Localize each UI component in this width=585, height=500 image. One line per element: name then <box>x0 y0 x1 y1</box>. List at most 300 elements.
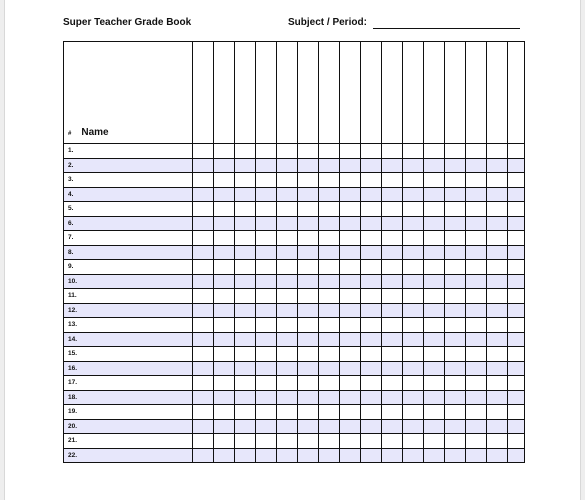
grade-cell[interactable] <box>361 245 382 260</box>
student-name-cell[interactable] <box>64 332 193 347</box>
grade-cell[interactable] <box>487 274 508 289</box>
grade-cell[interactable] <box>340 347 361 362</box>
grade-cell[interactable] <box>382 361 403 376</box>
grade-cell[interactable] <box>319 390 340 405</box>
grade-cell[interactable] <box>319 289 340 304</box>
student-name-cell[interactable] <box>64 361 193 376</box>
grade-cell[interactable] <box>424 216 445 231</box>
grade-cell[interactable] <box>235 347 256 362</box>
grade-cell[interactable] <box>214 173 235 188</box>
student-name-cell[interactable] <box>64 289 193 304</box>
grade-cell[interactable] <box>235 260 256 275</box>
grade-cell[interactable] <box>193 390 214 405</box>
grade-cell[interactable] <box>235 419 256 434</box>
grade-cell[interactable] <box>340 245 361 260</box>
grade-cell[interactable] <box>508 187 525 202</box>
grade-cell[interactable] <box>277 216 298 231</box>
grade-cell[interactable] <box>403 245 424 260</box>
grade-cell[interactable] <box>214 245 235 260</box>
grade-cell[interactable] <box>235 448 256 463</box>
grade-cell[interactable] <box>214 274 235 289</box>
grade-cell[interactable] <box>340 318 361 333</box>
grade-cell[interactable] <box>298 158 319 173</box>
grade-cell[interactable] <box>214 303 235 318</box>
grade-cell[interactable] <box>277 303 298 318</box>
grade-cell[interactable] <box>214 144 235 159</box>
grade-cell[interactable] <box>508 216 525 231</box>
grade-cell[interactable] <box>466 361 487 376</box>
grade-cell[interactable] <box>361 303 382 318</box>
grade-cell[interactable] <box>361 434 382 449</box>
grade-cell[interactable] <box>193 144 214 159</box>
student-name-cell[interactable] <box>64 231 193 246</box>
grade-cell[interactable] <box>445 202 466 217</box>
grade-cell[interactable] <box>403 158 424 173</box>
grade-cell[interactable] <box>487 144 508 159</box>
grade-cell[interactable] <box>424 434 445 449</box>
student-name-cell[interactable] <box>64 448 193 463</box>
grade-cell[interactable] <box>487 187 508 202</box>
grade-cell[interactable] <box>487 216 508 231</box>
grade-cell[interactable] <box>298 405 319 420</box>
grade-cell[interactable] <box>340 274 361 289</box>
student-name-cell[interactable] <box>64 390 193 405</box>
grade-cell[interactable] <box>445 332 466 347</box>
grade-cell[interactable] <box>319 318 340 333</box>
grade-cell[interactable] <box>361 187 382 202</box>
grade-cell[interactable] <box>340 361 361 376</box>
grade-cell[interactable] <box>340 289 361 304</box>
grade-cell[interactable] <box>235 173 256 188</box>
grade-cell[interactable] <box>403 390 424 405</box>
grade-cell[interactable] <box>214 419 235 434</box>
grade-cell[interactable] <box>319 405 340 420</box>
student-name-cell[interactable] <box>64 144 193 159</box>
grade-cell[interactable] <box>214 187 235 202</box>
grade-cell[interactable] <box>214 260 235 275</box>
grade-cell[interactable] <box>214 390 235 405</box>
grade-cell[interactable] <box>466 448 487 463</box>
grade-cell[interactable] <box>361 390 382 405</box>
grade-cell[interactable] <box>256 332 277 347</box>
grade-cell[interactable] <box>298 289 319 304</box>
grade-cell[interactable] <box>214 158 235 173</box>
grade-cell[interactable] <box>193 361 214 376</box>
grade-cell[interactable] <box>319 260 340 275</box>
grade-cell[interactable] <box>319 448 340 463</box>
grade-cell[interactable] <box>466 245 487 260</box>
grade-cell[interactable] <box>445 303 466 318</box>
grade-cell[interactable] <box>508 419 525 434</box>
grade-cell[interactable] <box>193 158 214 173</box>
grade-cell[interactable] <box>256 318 277 333</box>
grade-cell[interactable] <box>214 434 235 449</box>
grade-cell[interactable] <box>361 274 382 289</box>
grade-cell[interactable] <box>508 405 525 420</box>
grade-cell[interactable] <box>382 318 403 333</box>
grade-cell[interactable] <box>235 274 256 289</box>
grade-cell[interactable] <box>508 260 525 275</box>
grade-cell[interactable] <box>277 173 298 188</box>
grade-cell[interactable] <box>403 448 424 463</box>
grade-cell[interactable] <box>298 231 319 246</box>
grade-cell[interactable] <box>508 376 525 391</box>
grade-cell[interactable] <box>445 216 466 231</box>
grade-cell[interactable] <box>403 419 424 434</box>
grade-cell[interactable] <box>403 303 424 318</box>
grade-cell[interactable] <box>277 187 298 202</box>
grade-cell[interactable] <box>487 173 508 188</box>
grade-cell[interactable] <box>361 158 382 173</box>
grade-cell[interactable] <box>256 245 277 260</box>
grade-cell[interactable] <box>382 216 403 231</box>
grade-cell[interactable] <box>487 448 508 463</box>
grade-cell[interactable] <box>193 187 214 202</box>
grade-cell[interactable] <box>361 216 382 231</box>
assignment-header-cell[interactable] <box>403 42 424 144</box>
grade-cell[interactable] <box>382 158 403 173</box>
assignment-header-cell[interactable] <box>277 42 298 144</box>
grade-cell[interactable] <box>487 231 508 246</box>
grade-cell[interactable] <box>382 303 403 318</box>
grade-cell[interactable] <box>214 361 235 376</box>
grade-cell[interactable] <box>319 158 340 173</box>
grade-cell[interactable] <box>403 289 424 304</box>
grade-cell[interactable] <box>403 405 424 420</box>
grade-cell[interactable] <box>235 289 256 304</box>
grade-cell[interactable] <box>193 173 214 188</box>
grade-cell[interactable] <box>424 144 445 159</box>
grade-cell[interactable] <box>340 216 361 231</box>
student-name-cell[interactable] <box>64 434 193 449</box>
grade-cell[interactable] <box>277 245 298 260</box>
grade-cell[interactable] <box>298 332 319 347</box>
grade-cell[interactable] <box>193 274 214 289</box>
grade-cell[interactable] <box>445 260 466 275</box>
grade-cell[interactable] <box>214 448 235 463</box>
grade-cell[interactable] <box>487 419 508 434</box>
student-name-cell[interactable] <box>64 419 193 434</box>
assignment-header-cell[interactable] <box>466 42 487 144</box>
grade-cell[interactable] <box>235 158 256 173</box>
grade-cell[interactable] <box>277 376 298 391</box>
grade-cell[interactable] <box>193 216 214 231</box>
grade-cell[interactable] <box>298 216 319 231</box>
grade-cell[interactable] <box>256 187 277 202</box>
grade-cell[interactable] <box>445 318 466 333</box>
grade-cell[interactable] <box>340 202 361 217</box>
grade-cell[interactable] <box>487 245 508 260</box>
grade-cell[interactable] <box>361 419 382 434</box>
student-name-cell[interactable] <box>64 158 193 173</box>
grade-cell[interactable] <box>277 289 298 304</box>
grade-cell[interactable] <box>298 318 319 333</box>
grade-cell[interactable] <box>361 260 382 275</box>
grade-cell[interactable] <box>298 173 319 188</box>
grade-cell[interactable] <box>403 318 424 333</box>
grade-cell[interactable] <box>487 405 508 420</box>
grade-cell[interactable] <box>382 347 403 362</box>
grade-cell[interactable] <box>319 274 340 289</box>
grade-cell[interactable] <box>508 332 525 347</box>
grade-cell[interactable] <box>466 202 487 217</box>
grade-cell[interactable] <box>298 376 319 391</box>
grade-cell[interactable] <box>403 231 424 246</box>
grade-cell[interactable] <box>319 419 340 434</box>
grade-cell[interactable] <box>235 332 256 347</box>
grade-cell[interactable] <box>256 289 277 304</box>
grade-cell[interactable] <box>403 173 424 188</box>
grade-cell[interactable] <box>445 361 466 376</box>
grade-cell[interactable] <box>319 347 340 362</box>
grade-cell[interactable] <box>256 274 277 289</box>
grade-cell[interactable] <box>466 332 487 347</box>
grade-cell[interactable] <box>487 289 508 304</box>
grade-cell[interactable] <box>298 144 319 159</box>
grade-cell[interactable] <box>193 448 214 463</box>
grade-cell[interactable] <box>382 434 403 449</box>
grade-cell[interactable] <box>340 376 361 391</box>
grade-cell[interactable] <box>382 332 403 347</box>
grade-cell[interactable] <box>277 405 298 420</box>
grade-cell[interactable] <box>193 202 214 217</box>
grade-cell[interactable] <box>403 332 424 347</box>
grade-cell[interactable] <box>235 303 256 318</box>
grade-cell[interactable] <box>445 419 466 434</box>
grade-cell[interactable] <box>424 390 445 405</box>
grade-cell[interactable] <box>508 318 525 333</box>
grade-cell[interactable] <box>256 419 277 434</box>
grade-cell[interactable] <box>340 434 361 449</box>
grade-cell[interactable] <box>403 144 424 159</box>
grade-cell[interactable] <box>361 173 382 188</box>
grade-cell[interactable] <box>340 448 361 463</box>
grade-cell[interactable] <box>277 448 298 463</box>
grade-cell[interactable] <box>487 260 508 275</box>
grade-cell[interactable] <box>193 347 214 362</box>
grade-cell[interactable] <box>298 260 319 275</box>
assignment-header-cell[interactable] <box>424 42 445 144</box>
grade-cell[interactable] <box>466 303 487 318</box>
grade-cell[interactable] <box>445 434 466 449</box>
grade-cell[interactable] <box>403 274 424 289</box>
grade-cell[interactable] <box>235 231 256 246</box>
grade-cell[interactable] <box>445 448 466 463</box>
grade-cell[interactable] <box>361 289 382 304</box>
grade-cell[interactable] <box>277 158 298 173</box>
grade-cell[interactable] <box>466 318 487 333</box>
grade-cell[interactable] <box>361 347 382 362</box>
grade-cell[interactable] <box>235 390 256 405</box>
grade-cell[interactable] <box>277 231 298 246</box>
grade-cell[interactable] <box>445 405 466 420</box>
grade-cell[interactable] <box>319 144 340 159</box>
student-name-cell[interactable] <box>64 202 193 217</box>
grade-cell[interactable] <box>256 434 277 449</box>
grade-cell[interactable] <box>193 318 214 333</box>
grade-cell[interactable] <box>466 231 487 246</box>
grade-cell[interactable] <box>193 303 214 318</box>
student-name-cell[interactable] <box>64 187 193 202</box>
grade-cell[interactable] <box>256 202 277 217</box>
grade-cell[interactable] <box>319 245 340 260</box>
grade-cell[interactable] <box>361 318 382 333</box>
assignment-header-cell[interactable] <box>319 42 340 144</box>
grade-cell[interactable] <box>508 202 525 217</box>
grade-cell[interactable] <box>256 260 277 275</box>
grade-cell[interactable] <box>298 303 319 318</box>
grade-cell[interactable] <box>424 303 445 318</box>
student-name-cell[interactable] <box>64 260 193 275</box>
grade-cell[interactable] <box>487 376 508 391</box>
grade-cell[interactable] <box>277 260 298 275</box>
assignment-header-cell[interactable] <box>445 42 466 144</box>
grade-cell[interactable] <box>319 434 340 449</box>
grade-cell[interactable] <box>319 231 340 246</box>
grade-cell[interactable] <box>445 274 466 289</box>
grade-cell[interactable] <box>424 158 445 173</box>
grade-cell[interactable] <box>340 144 361 159</box>
grade-cell[interactable] <box>382 376 403 391</box>
grade-cell[interactable] <box>424 289 445 304</box>
assignment-header-cell[interactable] <box>193 42 214 144</box>
grade-cell[interactable] <box>424 376 445 391</box>
grade-cell[interactable] <box>340 419 361 434</box>
assignment-header-cell[interactable] <box>214 42 235 144</box>
grade-cell[interactable] <box>277 419 298 434</box>
grade-cell[interactable] <box>235 376 256 391</box>
grade-cell[interactable] <box>277 274 298 289</box>
grade-cell[interactable] <box>277 202 298 217</box>
grade-cell[interactable] <box>340 390 361 405</box>
grade-cell[interactable] <box>256 347 277 362</box>
grade-cell[interactable] <box>445 390 466 405</box>
grade-cell[interactable] <box>277 144 298 159</box>
grade-cell[interactable] <box>235 245 256 260</box>
grade-cell[interactable] <box>361 231 382 246</box>
grade-cell[interactable] <box>466 144 487 159</box>
grade-cell[interactable] <box>214 289 235 304</box>
grade-cell[interactable] <box>361 144 382 159</box>
grade-cell[interactable] <box>445 158 466 173</box>
assignment-header-cell[interactable] <box>508 42 525 144</box>
grade-cell[interactable] <box>214 318 235 333</box>
grade-cell[interactable] <box>256 361 277 376</box>
grade-cell[interactable] <box>340 158 361 173</box>
grade-cell[interactable] <box>424 332 445 347</box>
grade-cell[interactable] <box>340 405 361 420</box>
grade-cell[interactable] <box>193 260 214 275</box>
grade-cell[interactable] <box>508 158 525 173</box>
grade-cell[interactable] <box>466 376 487 391</box>
grade-cell[interactable] <box>235 318 256 333</box>
assignment-header-cell[interactable] <box>361 42 382 144</box>
grade-cell[interactable] <box>214 347 235 362</box>
grade-cell[interactable] <box>508 361 525 376</box>
grade-cell[interactable] <box>508 231 525 246</box>
grade-cell[interactable] <box>256 405 277 420</box>
grade-cell[interactable] <box>382 419 403 434</box>
student-name-cell[interactable] <box>64 303 193 318</box>
grade-cell[interactable] <box>277 332 298 347</box>
grade-cell[interactable] <box>277 390 298 405</box>
student-name-cell[interactable] <box>64 245 193 260</box>
grade-cell[interactable] <box>508 303 525 318</box>
grade-cell[interactable] <box>445 376 466 391</box>
grade-cell[interactable] <box>361 332 382 347</box>
grade-cell[interactable] <box>382 274 403 289</box>
grade-cell[interactable] <box>424 202 445 217</box>
grade-cell[interactable] <box>214 231 235 246</box>
grade-cell[interactable] <box>424 231 445 246</box>
grade-cell[interactable] <box>319 361 340 376</box>
grade-cell[interactable] <box>466 260 487 275</box>
grade-cell[interactable] <box>235 216 256 231</box>
grade-cell[interactable] <box>361 361 382 376</box>
assignment-header-cell[interactable] <box>298 42 319 144</box>
grade-cell[interactable] <box>319 376 340 391</box>
grade-cell[interactable] <box>424 448 445 463</box>
grade-cell[interactable] <box>424 187 445 202</box>
assignment-header-cell[interactable] <box>382 42 403 144</box>
grade-cell[interactable] <box>445 245 466 260</box>
student-name-cell[interactable] <box>64 216 193 231</box>
grade-cell[interactable] <box>277 347 298 362</box>
grade-cell[interactable] <box>508 289 525 304</box>
grade-cell[interactable] <box>256 173 277 188</box>
grade-cell[interactable] <box>424 245 445 260</box>
grade-cell[interactable] <box>382 390 403 405</box>
grade-cell[interactable] <box>466 274 487 289</box>
student-name-cell[interactable] <box>64 376 193 391</box>
grade-cell[interactable] <box>193 231 214 246</box>
grade-cell[interactable] <box>361 405 382 420</box>
grade-cell[interactable] <box>466 289 487 304</box>
grade-cell[interactable] <box>193 332 214 347</box>
grade-cell[interactable] <box>235 405 256 420</box>
grade-cell[interactable] <box>235 202 256 217</box>
grade-cell[interactable] <box>508 448 525 463</box>
grade-cell[interactable] <box>193 245 214 260</box>
assignment-header-cell[interactable] <box>487 42 508 144</box>
grade-cell[interactable] <box>382 289 403 304</box>
grade-cell[interactable] <box>466 158 487 173</box>
grade-cell[interactable] <box>466 347 487 362</box>
grade-cell[interactable] <box>466 434 487 449</box>
grade-cell[interactable] <box>361 202 382 217</box>
grade-cell[interactable] <box>298 448 319 463</box>
grade-cell[interactable] <box>235 187 256 202</box>
student-name-cell[interactable] <box>64 173 193 188</box>
grade-cell[interactable] <box>424 419 445 434</box>
grade-cell[interactable] <box>382 187 403 202</box>
grade-cell[interactable] <box>214 202 235 217</box>
grade-cell[interactable] <box>277 361 298 376</box>
grade-cell[interactable] <box>508 173 525 188</box>
grade-cell[interactable] <box>319 202 340 217</box>
grade-cell[interactable] <box>298 347 319 362</box>
grade-cell[interactable] <box>487 158 508 173</box>
grade-cell[interactable] <box>256 303 277 318</box>
grade-cell[interactable] <box>193 289 214 304</box>
grade-cell[interactable] <box>235 361 256 376</box>
grade-cell[interactable] <box>235 434 256 449</box>
grade-cell[interactable] <box>361 448 382 463</box>
grade-cell[interactable] <box>445 347 466 362</box>
grade-cell[interactable] <box>445 187 466 202</box>
grade-cell[interactable] <box>214 376 235 391</box>
grade-cell[interactable] <box>487 390 508 405</box>
